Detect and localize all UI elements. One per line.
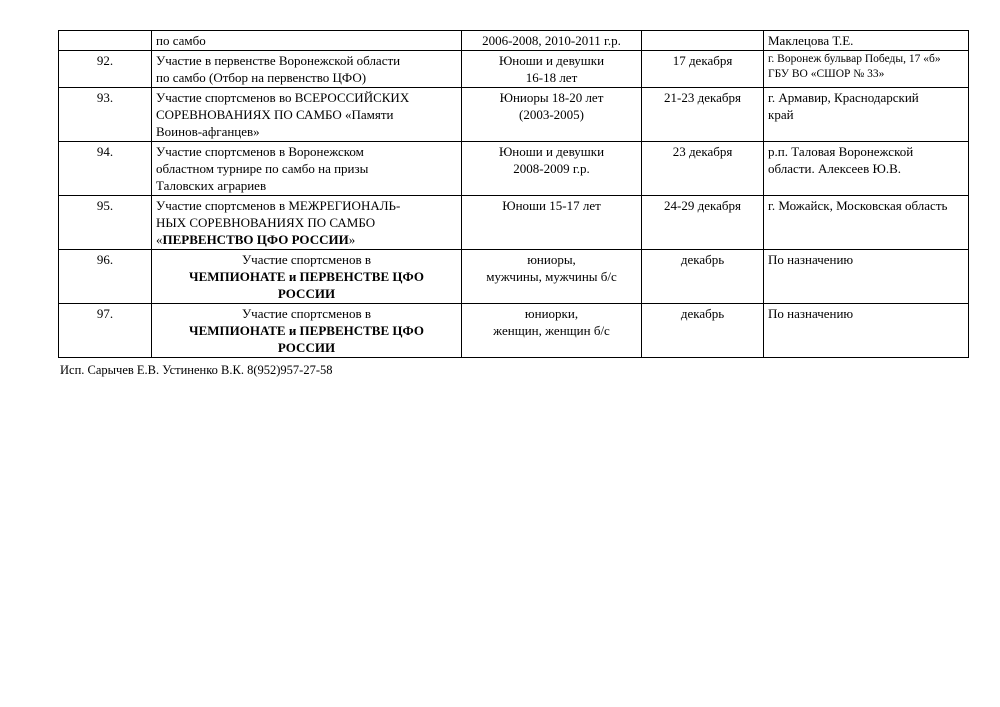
event-line: Участие спортсменов в МЕЖРЕГИОНАЛЬ- <box>156 198 401 213</box>
event-line: Участие спортсменов во ВСЕРОССИЙСКИХ <box>156 90 410 105</box>
date-cell: 23 декабря <box>642 142 764 196</box>
place-cell <box>764 88 969 142</box>
participants-line: Юноши и девушки <box>498 53 605 68</box>
event-cell <box>152 250 462 304</box>
date-cell: декабрь <box>642 250 764 304</box>
participants-cell <box>462 304 642 358</box>
row-number: 96. <box>59 250 152 304</box>
participants-cell <box>462 31 642 51</box>
event-text: по самбо <box>156 33 206 48</box>
participants-line: Юноши и девушки <box>498 144 605 159</box>
participants-cell <box>462 196 642 250</box>
place-cell <box>764 142 969 196</box>
table-row <box>59 31 969 51</box>
date-cell: декабрь <box>642 304 764 358</box>
event-bold-line: РОССИИ <box>277 286 336 301</box>
event-bold-line: ЧЕМПИОНАТЕ и ПЕРВЕНСТВЕ ЦФО <box>189 323 424 338</box>
event-line: НЫХ СОРЕВНОВАНИЯХ ПО САМБО <box>156 215 376 230</box>
participants-line: мужчины, мужчины б/с <box>486 269 617 284</box>
place-line: По назначению <box>768 252 854 267</box>
place-cell <box>764 250 969 304</box>
place-line: г. Воронеж бульвар Победы, 17 «б» <box>768 53 941 65</box>
place-line: р.п. Таловая Воронежской <box>768 144 914 159</box>
event-line-bold <box>156 231 457 248</box>
quote-open: « <box>156 232 163 247</box>
event-cell <box>152 51 462 88</box>
event-line: Участие спортсменов в <box>241 306 372 321</box>
event-bold-line: РОССИИ <box>277 340 336 355</box>
event-cell <box>152 304 462 358</box>
row-number: 92. <box>59 51 152 88</box>
table-row <box>59 304 969 358</box>
event-bold-title: ПЕРВЕНСТВО ЦФО РОССИИ <box>162 232 349 247</box>
date-cell: 17 декабря <box>642 51 764 88</box>
table-row <box>59 250 969 304</box>
events-table <box>58 30 969 358</box>
row-number: 94. <box>59 142 152 196</box>
event-line: Таловских аграриев <box>156 178 267 193</box>
table-row <box>59 196 969 250</box>
place-cell <box>764 51 969 88</box>
participants-cell <box>462 142 642 196</box>
row-number: 95. <box>59 196 152 250</box>
event-cell <box>152 142 462 196</box>
date-cell <box>642 31 764 51</box>
place-cell <box>764 31 969 51</box>
table-row <box>59 142 969 196</box>
event-line: Воинов-афганцев» <box>156 124 260 139</box>
participants-line: Юноши 15-17 лет <box>502 198 601 213</box>
place-line: г. Можайск, Московская область <box>768 198 948 213</box>
place-line: области. Алексеев Ю.В. <box>768 161 901 176</box>
participants-cell <box>462 88 642 142</box>
event-line: по самбо (Отбор на первенство ЦФО) <box>156 70 367 85</box>
event-line: СОРЕВНОВАНИЯХ ПО САМБО «Памяти <box>156 107 394 122</box>
place-line: По назначению <box>768 306 854 321</box>
participants-text: 2006-2008, 2010-2011 г.р. <box>482 33 621 48</box>
place-line: край <box>768 107 794 122</box>
participants-line: юниоры, <box>527 252 576 267</box>
table-row <box>59 88 969 142</box>
place-line: ГБУ ВО «СШОР № 33» <box>768 68 885 80</box>
quote-close: » <box>348 232 356 247</box>
row-number <box>59 31 152 51</box>
date-cell: 24-29 декабря <box>642 196 764 250</box>
event-line: областном турнире по самбо на призы <box>156 161 369 176</box>
date-cell: 21-23 декабря <box>642 88 764 142</box>
event-cell <box>152 31 462 51</box>
participants-cell <box>462 51 642 88</box>
place-text: Маклецова Т.Е. <box>768 33 854 48</box>
event-bold-line: ЧЕМПИОНАТЕ и ПЕРВЕНСТВЕ ЦФО <box>189 269 424 284</box>
participants-line: юниорки, <box>524 306 579 321</box>
event-cell <box>152 88 462 142</box>
event-line: Участие спортсменов в <box>241 252 372 267</box>
table-row <box>59 51 969 88</box>
place-cell <box>764 196 969 250</box>
participants-line: женщин, женщин б/с <box>493 323 610 338</box>
event-line: Участие спортсменов в Воронежском <box>156 144 364 159</box>
participants-line: 2008-2009 г.р. <box>513 161 590 176</box>
event-line: Участие в первенстве Воронежской области <box>156 53 401 68</box>
event-cell <box>152 196 462 250</box>
place-cell <box>764 304 969 358</box>
row-number: 93. <box>59 88 152 142</box>
row-number: 97. <box>59 304 152 358</box>
place-line: г. Армавир, Краснодарский <box>768 90 919 105</box>
participants-line: Юниоры 18-20 лет <box>499 90 604 105</box>
footer-contact: Исп. Сарычев Е.В. Устиненко В.К. 8(952)957-27-58 <box>60 363 333 377</box>
participants-line: (2003-2005) <box>519 107 584 122</box>
participants-cell <box>462 250 642 304</box>
participants-line: 16-18 лет <box>525 70 578 85</box>
